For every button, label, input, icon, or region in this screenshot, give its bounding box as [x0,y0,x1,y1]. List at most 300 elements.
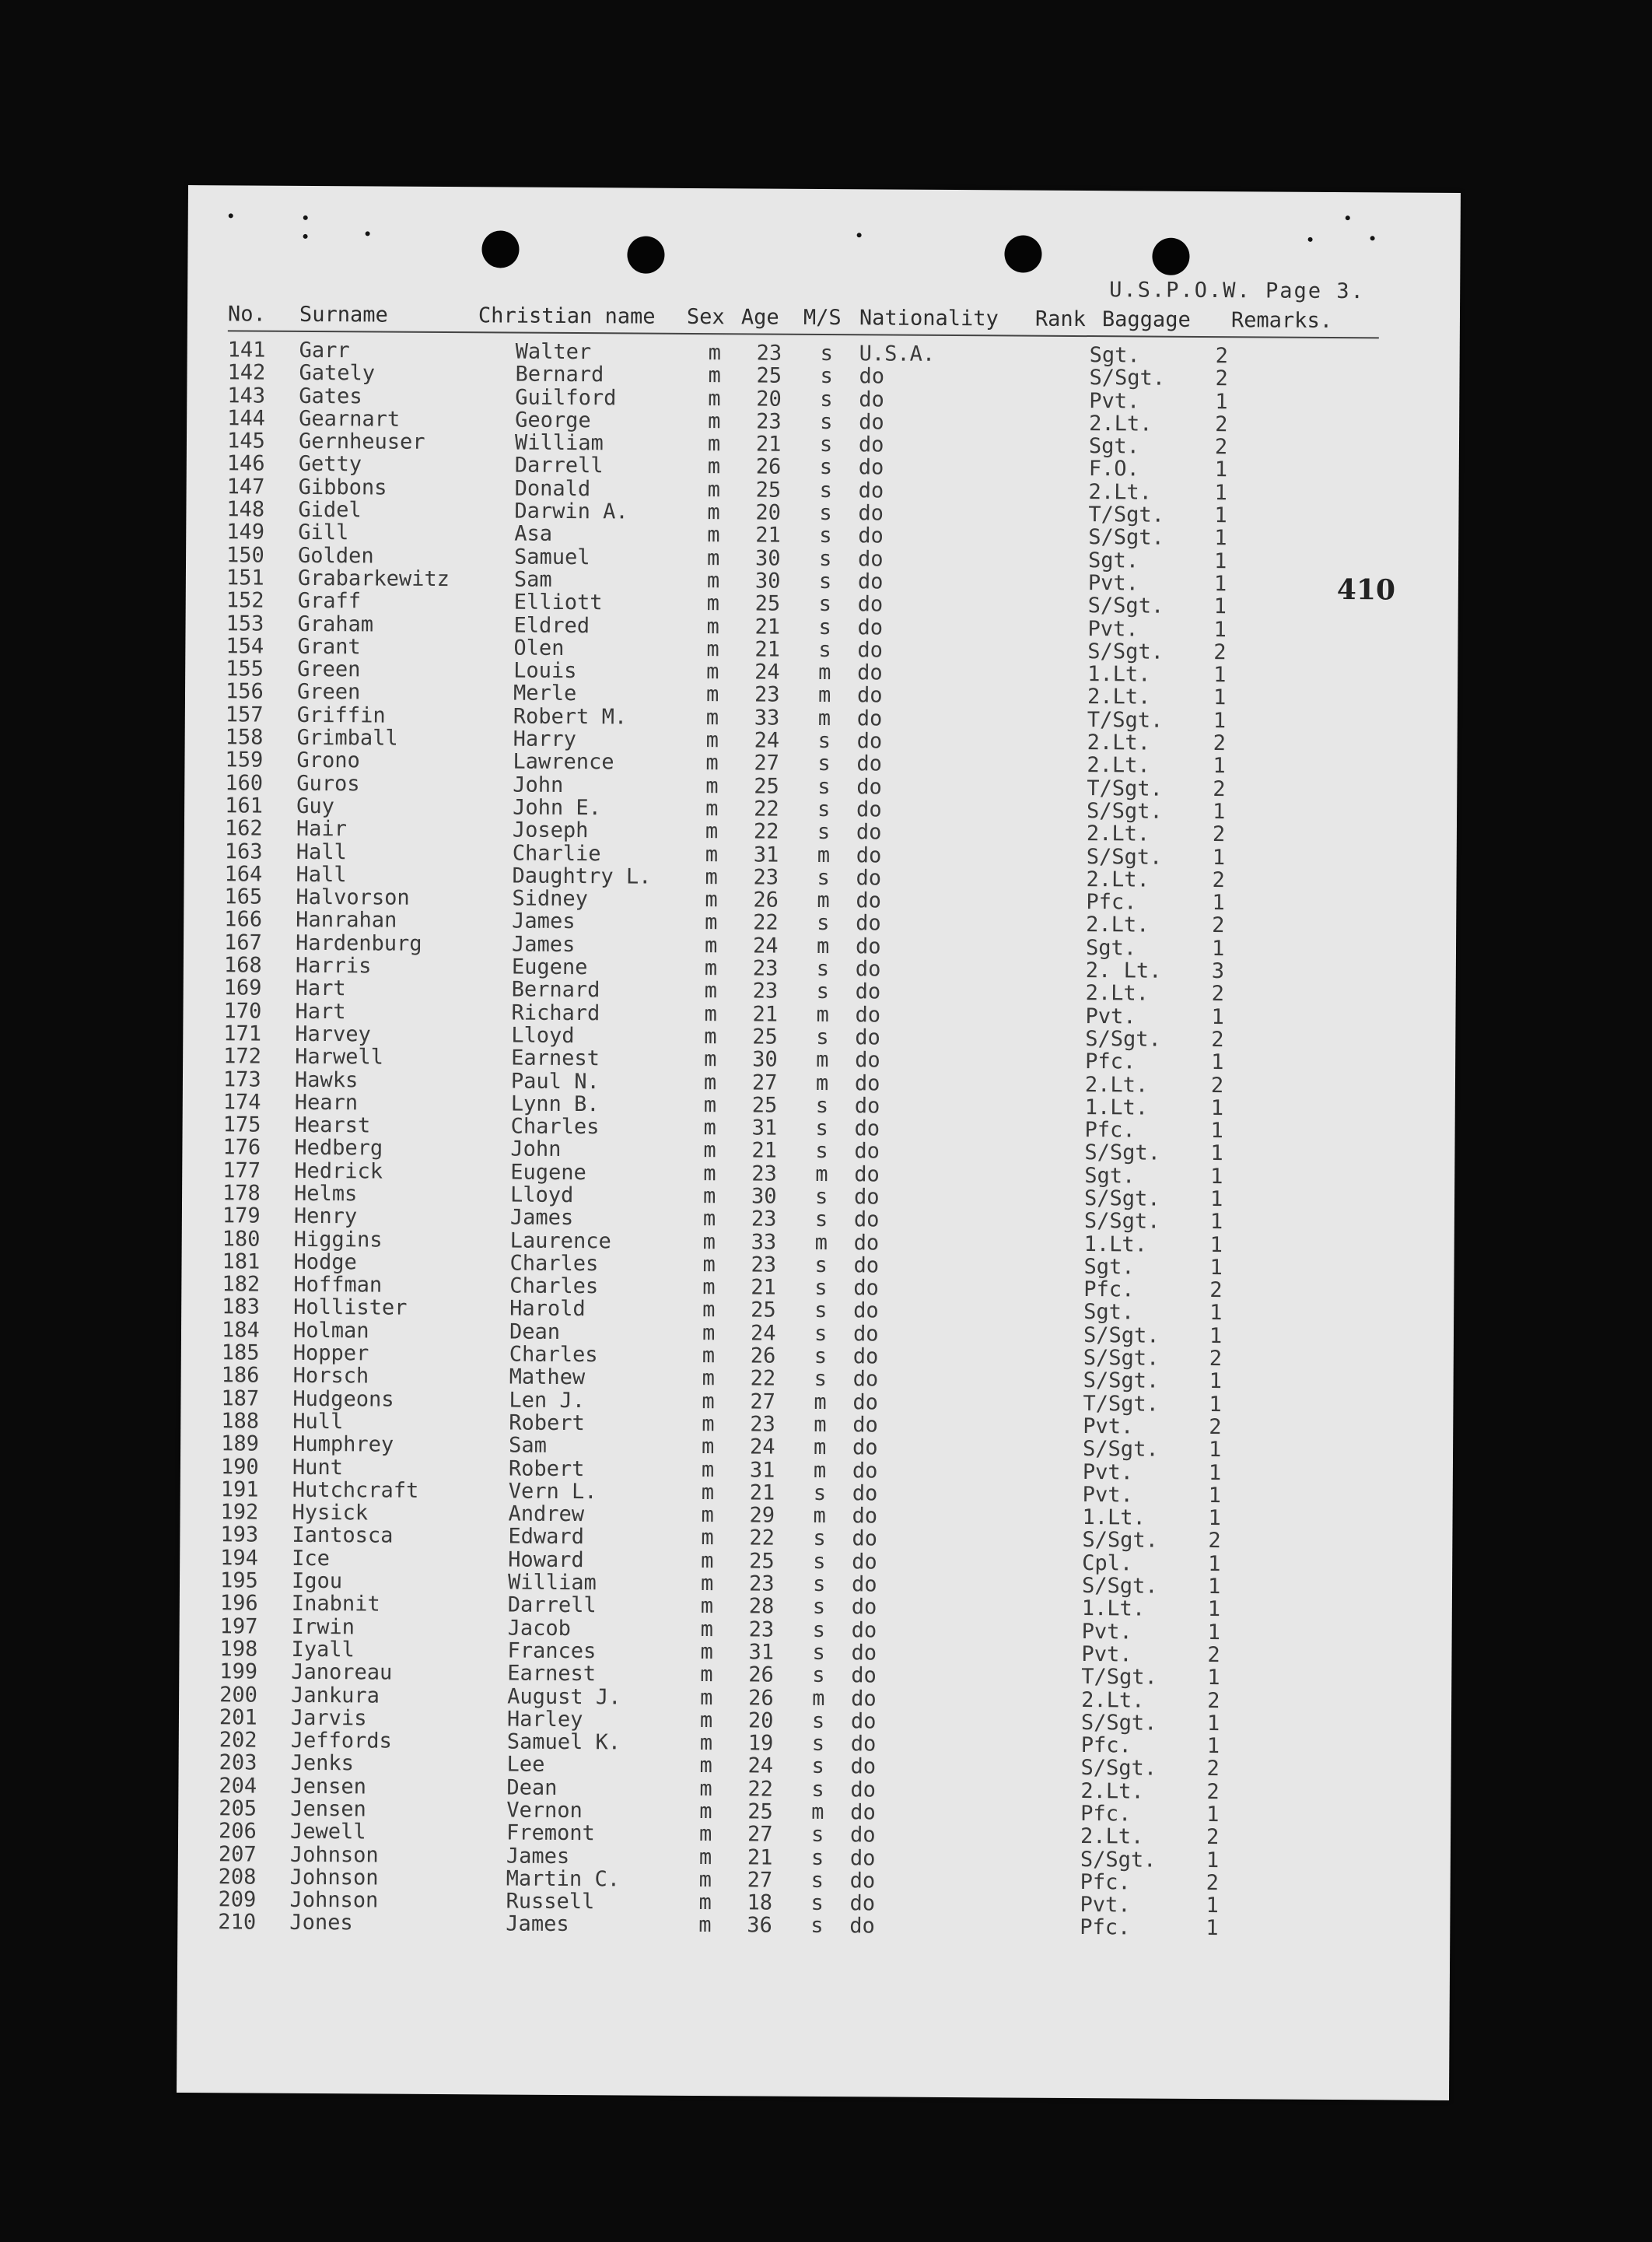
record-rank: 1.Lt. [1083,1231,1148,1257]
record-age: 21 [754,615,781,639]
record-marital-status: m [817,706,831,730]
record-rank: 1.Lt. [1087,662,1151,687]
record-rank: S/Sgt. [1089,366,1166,391]
record-baggage: 2 [1209,1347,1223,1371]
record-number: 207 [218,1841,257,1867]
record-baggage: 1 [1208,1483,1222,1508]
record-rank: Sgt. [1084,1163,1136,1189]
record-sex: m [705,728,719,753]
record-baggage: 1 [1210,1164,1223,1189]
record-age: 25 [752,1025,778,1049]
record-baggage: 1 [1214,480,1227,505]
record-rank: Pfc. [1080,1915,1131,1940]
record-age: 31 [753,842,779,867]
record-rank: S/Sgt. [1085,1026,1161,1052]
page-reference: U.S.P.O.W. Page 3. [1109,278,1365,304]
record-age: 24 [750,1321,776,1346]
record-surname: Hardenburg [295,930,422,956]
record-surname: Horsch [292,1364,369,1389]
record-christian-name: James [512,909,576,934]
record-christian-name: Olen [513,636,565,660]
record-marital-status: s [813,1480,827,1505]
header-surname: Surname [299,302,388,328]
record-baggage: 1 [1207,1666,1220,1690]
record-number: 149 [226,520,265,545]
record-rank: Pfc. [1084,1118,1136,1143]
record-marital-status: s [815,1139,828,1164]
record-number: 186 [221,1363,260,1388]
record-christian-name: Charles [509,1251,599,1277]
record-christian-name: Lynn B. [510,1091,600,1117]
record-number: 164 [224,862,263,887]
record-sex: m [706,636,719,662]
record-number: 156 [225,679,264,705]
record-sex: m [704,933,718,958]
record-sex: m [702,1229,716,1254]
record-sex: m [701,1457,715,1482]
record-christian-name: James [511,932,576,957]
record-surname: Hearst [294,1112,371,1138]
record-nationality: do [849,1845,876,1871]
record-baggage: 1 [1211,936,1225,961]
record-baggage: 2 [1212,822,1226,847]
record-number: 194 [220,1546,259,1571]
record-number: 197 [219,1613,258,1639]
record-marital-status: m [814,1435,827,1460]
record-surname: Green [297,657,361,682]
record-christian-name: Russell [506,1889,595,1914]
record-rank: S/Sgt. [1087,594,1164,618]
header-sex: Sex [686,304,725,330]
record-number: 150 [226,542,264,568]
record-surname: Grabarkewitz [297,566,450,592]
record-rank: 1.Lt. [1082,1505,1146,1530]
record-nationality: do [855,957,881,982]
record-nationality: do [851,1663,877,1688]
record-number: 180 [222,1226,261,1252]
record-age: 22 [753,819,779,844]
record-nationality: do [855,1025,880,1050]
record-christian-name: Samuel K. [506,1729,621,1755]
record-age: 22 [754,797,779,821]
record-marital-status: s [810,1914,824,1939]
record-nationality: do [856,751,883,776]
record-baggage: 2 [1207,1688,1220,1713]
record-baggage: 2 [1213,776,1226,801]
record-baggage: 1 [1209,1255,1223,1280]
record-marital-status: s [816,979,830,1004]
record-baggage: 1 [1213,663,1227,688]
record-rank: Pvt. [1085,1004,1136,1029]
header-remarks: Remarks. [1230,308,1333,333]
record-rank: Pfc. [1080,1869,1131,1895]
record-christian-name: Sam [509,1433,547,1459]
record-surname: Hysick [292,1500,369,1526]
record-baggage: 1 [1213,754,1226,779]
record-surname: Iantosca [292,1523,394,1549]
record-marital-status: s [818,615,831,639]
record-age: 24 [752,934,779,958]
record-rank: S/Sgt. [1083,1368,1160,1394]
record-number: 185 [221,1340,260,1365]
record-surname: Iyall [291,1637,355,1662]
record-rank: Pvt. [1081,1619,1132,1645]
record-nationality: do [852,1413,878,1438]
record-number: 201 [219,1705,257,1730]
record-marital-status: m [814,1230,828,1255]
record-number: 196 [219,1591,258,1616]
record-marital-status: m [812,1686,825,1711]
record-christian-name: Dean [509,1319,561,1344]
record-christian-name: George [515,408,591,433]
record-sex: m [699,1753,712,1778]
record-baggage: 1 [1208,1438,1222,1463]
record-rank: 2.Lt. [1087,730,1151,755]
speck [303,215,308,220]
record-age: 27 [750,1389,776,1414]
record-christian-name: Howard [508,1547,584,1572]
record-sex: m [706,591,720,616]
record-marital-status: s [814,1276,828,1301]
record-age: 25 [747,1799,773,1824]
record-christian-name: James [509,1205,574,1231]
record-nationality: do [851,1572,877,1597]
record-sex: m [698,1913,712,1938]
record-number: 148 [226,497,265,522]
record-age: 21 [751,1275,776,1300]
record-surname: Hodge [293,1249,357,1275]
record-surname: Humphrey [292,1432,394,1457]
record-rank: 2.Lt. [1089,411,1153,436]
record-christian-name: John E. [513,795,602,821]
record-number: 171 [223,1021,262,1046]
record-rank: 2.Lt. [1080,1778,1144,1804]
record-christian-name: Eugene [510,1160,586,1185]
record-nationality: do [852,1344,879,1369]
record-baggage: 1 [1213,799,1226,825]
punch-hole [481,230,519,268]
record-number: 187 [221,1385,260,1411]
record-sex: m [698,1844,712,1869]
record-rank: 2.Lt. [1084,1072,1149,1098]
record-baggage: 2 [1212,913,1225,938]
record-number: 172 [223,1044,262,1069]
record-baggage: 1 [1210,1141,1223,1166]
record-nationality: do [858,524,884,548]
record-surname: Gearnart [299,406,401,432]
record-baggage: 2 [1213,731,1227,756]
record-christian-name: Frances [507,1638,597,1664]
record-nationality: do [854,1161,880,1187]
record-rank: 2.Lt. [1087,685,1151,710]
stamp-number: 410 [1336,573,1396,607]
record-age: 25 [751,1298,776,1323]
record-baggage: 2 [1208,1529,1221,1554]
record-nationality: do [852,1389,879,1415]
record-baggage: 1 [1214,503,1227,528]
record-christian-name: Lawrence [513,749,614,775]
record-age: 31 [749,1457,775,1483]
record-surname: Jensen [290,1796,366,1822]
record-marital-status: s [814,1252,828,1277]
record-age: 21 [752,1002,779,1027]
record-baggage: 1 [1209,1392,1222,1417]
record-nationality: do [850,1800,876,1825]
record-number: 193 [220,1522,259,1548]
record-age: 30 [751,1184,777,1209]
record-sex: m [700,1685,713,1710]
record-number: 142 [227,360,266,385]
record-rank: Sgt. [1087,548,1139,573]
record-rank: Pfc. [1086,890,1137,915]
record-marital-status: m [815,1161,828,1186]
record-baggage: 2 [1211,982,1225,1007]
record-baggage: 1 [1211,1050,1224,1075]
record-rank: 2.Lt. [1086,867,1150,892]
record-sex: m [702,1320,716,1345]
record-age: 33 [751,1230,777,1255]
record-number: 195 [219,1568,258,1593]
record-christian-name: Sidney [512,886,589,912]
record-rank: 1.Lt. [1084,1095,1149,1120]
record-number: 166 [224,907,263,933]
record-surname: Jewell [289,1820,366,1844]
record-marital-status: s [817,797,831,821]
record-christian-name: William [507,1570,597,1596]
record-number: 163 [224,839,263,864]
record-baggage: 1 [1213,617,1227,642]
record-christian-name: Charles [509,1273,599,1299]
record-nationality: do [856,797,882,822]
record-baggage: 1 [1207,1597,1221,1622]
record-marital-status: s [820,387,833,412]
record-number: 158 [225,725,264,750]
record-marital-status: s [810,1868,824,1893]
punch-hole [627,236,664,273]
record-nationality: do [857,660,883,685]
record-surname: Golden [298,543,374,569]
record-marital-status: m [816,934,830,958]
record-christian-name: Fremont [506,1820,595,1846]
record-rank: F.O. [1088,457,1139,482]
record-surname: Jones [289,1911,353,1935]
record-marital-status: s [815,1116,828,1141]
record-number: 144 [227,406,266,431]
record-rank: Pvt. [1082,1459,1134,1484]
speck [303,234,308,239]
record-nationality: do [849,1914,875,1939]
record-baggage: 1 [1213,594,1227,619]
record-number: 146 [226,451,265,477]
record-nationality: do [852,1549,877,1575]
record-rank: S/Sgt. [1080,1847,1157,1872]
record-rank: S/Sgt. [1080,1710,1157,1736]
record-christian-name: Walter [515,339,592,365]
record-number: 151 [226,566,264,590]
record-marital-status: s [819,501,832,526]
record-christian-name: Bernard [511,977,600,1003]
record-sex: m [698,1890,712,1915]
record-sex: m [699,1708,713,1732]
record-nationality: do [857,592,884,617]
record-surname: Jenks [290,1751,354,1776]
record-baggage: 1 [1208,1506,1221,1531]
record-number: 181 [222,1249,261,1274]
header-nationality: Nationality [859,306,999,331]
record-nationality: do [856,729,883,754]
record-age: 31 [748,1640,775,1665]
record-sex: m [702,1252,716,1277]
record-age: 29 [749,1503,775,1528]
record-nationality: do [852,1504,878,1529]
record-baggage: 2 [1209,1414,1222,1440]
record-surname: Johnson [289,1888,379,1913]
record-sex: m [705,819,719,844]
record-nationality: do [853,1298,879,1323]
record-sex: m [702,1412,715,1437]
record-christian-name: Eldred [513,613,590,638]
record-age: 27 [754,751,780,776]
record-age: 20 [756,387,782,412]
record-surname: Holman [292,1318,369,1343]
record-marital-status: s [817,865,830,890]
record-number: 157 [225,702,264,727]
record-christian-name: Paul N. [510,1069,600,1094]
record-marital-status: s [820,364,833,389]
record-age: 23 [748,1571,775,1596]
record-number: 200 [219,1682,258,1708]
record-christian-name: Lloyd [511,1023,575,1048]
record-christian-name: Harley [506,1707,583,1732]
record-christian-name: James [506,1844,570,1869]
record-rank: 2.Lt. [1081,1687,1145,1713]
record-marital-status: s [811,1732,825,1757]
record-christian-name: Lee [506,1752,545,1778]
record-nationality: do [851,1617,877,1643]
record-number: 154 [226,634,264,659]
record-surname: Gernheuser [298,429,425,455]
record-marital-status: s [819,524,832,548]
record-nationality: do [856,774,882,800]
record-marital-status: s [813,1526,826,1551]
record-nationality: do [859,410,884,435]
record-surname: Ice [292,1546,331,1571]
record-rank: Sgt. [1089,343,1140,368]
record-sex: m [701,1503,714,1528]
record-rank: Sgt. [1083,1300,1135,1325]
record-nationality: do [850,1754,877,1779]
record-age: 23 [754,682,780,708]
record-number: 184 [221,1318,260,1343]
record-baggage: 1 [1206,1711,1220,1736]
record-age: 27 [747,1822,773,1847]
record-sex: m [702,1343,716,1368]
record-surname: Hawks [294,1067,359,1092]
record-rank: Sgt. [1083,1254,1135,1280]
record-nationality: do [852,1322,879,1347]
record-nationality: do [858,501,884,526]
record-age: 24 [750,1435,775,1459]
record-baggage: 1 [1209,1187,1223,1212]
record-marital-status: s [815,1093,829,1118]
record-nationality: do [857,546,884,572]
record-sex: m [702,1366,716,1391]
record-marital-status: m [816,1048,829,1073]
record-age: 21 [749,1480,775,1505]
record-rank: 2.Lt. [1085,981,1150,1006]
record-number: 168 [223,953,262,978]
record-age: 27 [747,1868,773,1893]
record-surname: Griffin [296,702,386,728]
record-surname: Gidel [298,497,362,523]
record-nationality: do [855,1002,881,1028]
record-baggage: 2 [1211,1027,1224,1053]
record-nationality: do [850,1709,877,1734]
record-surname: Hart [295,976,346,1001]
record-sex: m [704,1047,717,1072]
record-baggage: 1 [1214,526,1227,551]
record-marital-status: s [817,820,831,845]
record-nationality: do [854,1116,880,1141]
record-age: 22 [747,1777,774,1802]
record-surname: Jankura [291,1683,380,1708]
record-number: 174 [222,1090,261,1115]
record-nationality: do [859,364,885,389]
record-sex: m [698,1822,712,1847]
record-baggage: 1 [1206,1802,1220,1827]
record-marital-status: s [812,1663,825,1688]
record-age: 20 [755,500,782,525]
header-rank: Rank [1034,307,1087,332]
record-number: 152 [226,588,264,613]
record-baggage: 1 [1214,457,1228,482]
record-marital-status: m [817,888,830,913]
record-christian-name: Daughtry L. [512,864,652,889]
record-sex: m [704,956,718,981]
record-number: 167 [223,930,262,955]
record-age: 24 [754,660,780,685]
record-rank: S/Sgt. [1082,1528,1159,1554]
record-surname: Guros [296,771,360,797]
record-christian-name: Robert [508,1456,585,1481]
record-baggage: 2 [1206,1825,1220,1850]
record-number: 147 [226,475,265,499]
record-age: 21 [751,1138,778,1164]
record-rank: Pvt. [1080,1893,1131,1918]
record-marital-status: s [810,1845,824,1870]
record-sex: m [700,1639,713,1665]
record-rank: S/Sgt. [1080,1756,1157,1781]
record-nationality: do [857,638,883,663]
record-rank: 2.Lt. [1086,821,1150,846]
record-sex: m [704,1001,717,1026]
record-baggage: 2 [1209,1278,1223,1303]
record-surname: Jarvis [290,1705,367,1731]
record-nationality: do [856,683,883,708]
record-number: 145 [226,429,265,454]
record-surname: Grono [296,748,360,773]
record-surname: Getty [298,452,362,477]
record-christian-name: Edward [508,1524,585,1550]
speck [366,231,370,236]
record-nationality: do [855,979,881,1004]
record-baggage: 1 [1206,1734,1220,1759]
record-christian-name: Asa [514,521,553,547]
record-christian-name: John [513,772,564,797]
record-surname: Garr [299,338,350,363]
record-baggage: 2 [1206,1757,1220,1781]
record-christian-name: Len J. [509,1388,586,1413]
